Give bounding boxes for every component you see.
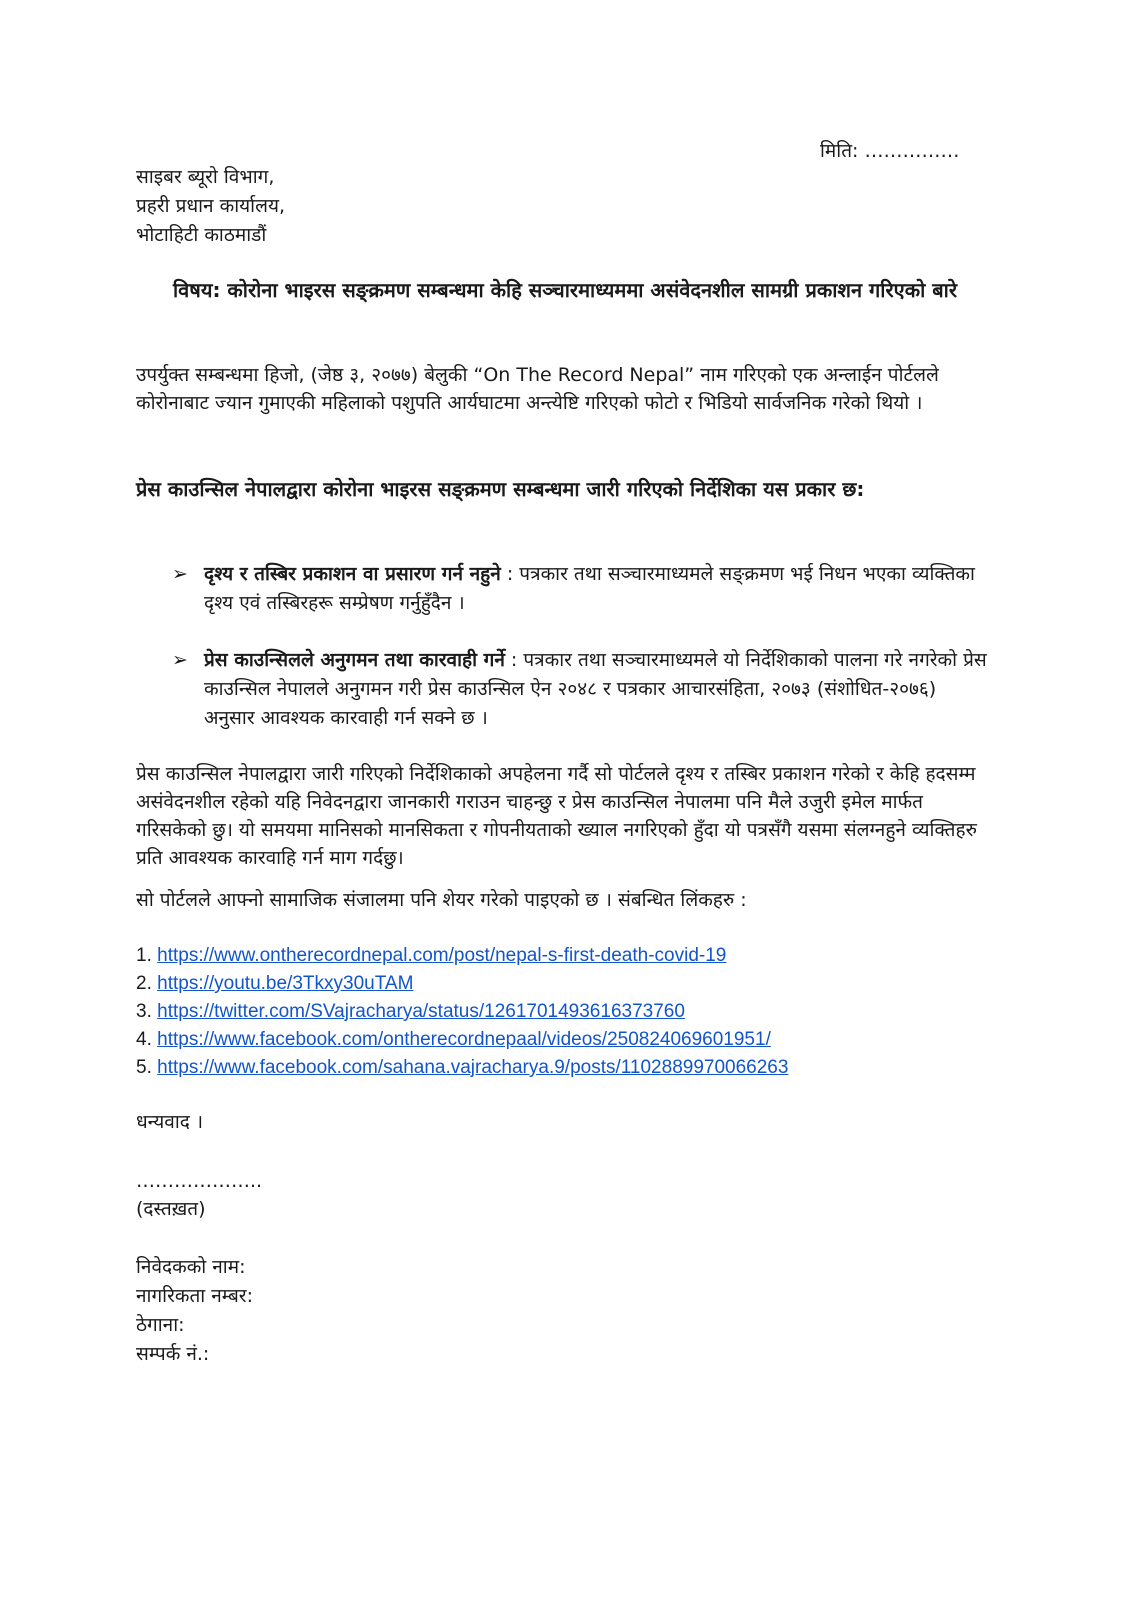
link-facebook-post[interactable]: https://www.facebook.com/sahana.vajracharya.9/posts/1102889970066263 — [157, 1057, 789, 1078]
bullet-text: : पत्रकार तथा सञ्चारमाध्यमले यो निर्देशिकाको पालना गरे नगरेको प्रेस काउन्सिल नेपालले अनुगमन गरी प्रेस काउन्सिल ऐन २०४८ र पत्रकार आचारसंहिता, २०७३ (संशोधित-२०७६) अनुसार आवश्यक कारवाही गर्न सक्ने छ । — [204, 649, 987, 729]
link-ontherecord-post[interactable]: https://www.ontherecordnepal.com/post/nepal-s-first-death-covid-19 — [157, 945, 727, 966]
signature-line: ……………….. — [136, 1170, 263, 1192]
bullet-title: प्रेस काउन्सिलले अनुगमन तथा कारवाही गर्ने — [204, 649, 505, 671]
field-address: ठेगाना: — [136, 1314, 185, 1336]
intro-paragraph: उपर्युक्त सम्बन्धमा हिजो, (जेष्ठ ३, २०७७) बेलुकी “On The Record Nepal” नाम गरिएको एक अन्लाईन पोर्टलले कोरोनाबाट ज्यान गुमाएकी महिलाको पशुपति आर्यघाटमा अन्त्येष्टि गरिएको फोटो र भिडियो सार्वजनिक गरेको थियो । — [136, 364, 939, 414]
list-item — [136, 970, 788, 998]
complaint-paragraph: प्रेस काउन्सिल नेपालद्वारा जारी गरिएको निर्देशिकाको अपहेलना गर्दै सो पोर्टलले दृश्य र तस्बिर प्रकाशन गरेको र केहि हदसम्म असंवेदनशील रहेको यहि निवेदनद्वारा जानकारी गराउन चाहन्छु र प्रेस काउन्सिल नेपालमा पनि मैले उजुरी इमेल मार्फत गरिसकेको छु। यो समयमा मानिसको मानसिकता र गोपनीयताको ख्याल नगरिएको हुँदा यो पत्रसँगै यसमा संलग्नहुने व्यक्तिहरु प्रति आवश्यक कारवाहि गर्न माग गर्दछु। — [136, 763, 977, 869]
link-youtube[interactable]: https://youtu.be/3Tkxy30uTAM — [157, 973, 414, 994]
guideline-heading: प्रेस काउन्सिल नेपालद्वारा कोरोना भाइरस सङ्क्रमण सम्बन्धमा जारी गरिएको निर्देशिका यस प्रकार छ: — [136, 477, 865, 501]
address-line: भोटाहिटी काठमाडौं — [136, 224, 267, 246]
field-citizenship-number: नागरिकता नम्बर: — [136, 1285, 253, 1307]
arrow-bullet-icon: ➢ — [172, 563, 188, 585]
list-item — [136, 1054, 788, 1082]
link-number: 1. — [136, 945, 152, 966]
link-number: 5. — [136, 1057, 152, 1078]
date-line: मिति: …………… — [820, 140, 960, 162]
address-line: प्रहरी प्रधान कार्यालय, — [136, 195, 286, 217]
field-applicant-name: निवेदकको नाम: — [136, 1256, 246, 1278]
signature-label: (दस्तख़त) — [136, 1198, 206, 1220]
subject-line: विषय: कोरोना भाइरस सङ्क्रमण सम्बन्धमा केहि सञ्चारमाध्यममा असंवेदनशील सामग्री प्रकाशन गरिएको बारे — [172, 278, 957, 302]
arrow-bullet-icon: ➢ — [172, 649, 188, 671]
address-line: साइबर ब्यूरो विभाग, — [136, 166, 275, 188]
link-number: 2. — [136, 973, 152, 994]
guideline-bullet — [172, 560, 987, 618]
thanks-text: धन्यवाद । — [136, 1111, 204, 1133]
list-item — [136, 998, 788, 1026]
list-item — [136, 942, 788, 970]
list-item — [136, 1026, 788, 1054]
bullet-title: दृश्य र तस्बिर प्रकाशन वा प्रसारण गर्न नहुने — [204, 563, 501, 585]
applicant-fields — [136, 1253, 986, 1369]
bullet-text: : पत्रकार तथा सञ्चारमाध्यमले सङ्क्रमण भई निधन भएका व्यक्तिका दृश्य एवं तस्बिरहरू सम्प्रेषण गर्नुहुँदैन । — [204, 563, 975, 614]
link-twitter[interactable]: https://twitter.com/SVajracharya/status/1261701493616373760 — [157, 1001, 685, 1022]
field-contact-number: सम्पर्क नं.: — [136, 1343, 210, 1365]
recipient-address — [136, 163, 986, 250]
guideline-bullet — [172, 646, 987, 733]
links-intro: सो पोर्टलले आफ्नो सामाजिक संजालमा पनि शेयर गरेको पाइएको छ । संबन्धित लिंकहरु : — [136, 889, 747, 911]
link-number: 4. — [136, 1029, 152, 1050]
link-number: 3. — [136, 1001, 152, 1022]
link-list — [136, 942, 788, 1082]
link-facebook-video[interactable]: https://www.facebook.com/ontherecordnepaal/videos/250824069601951/ — [157, 1029, 771, 1050]
